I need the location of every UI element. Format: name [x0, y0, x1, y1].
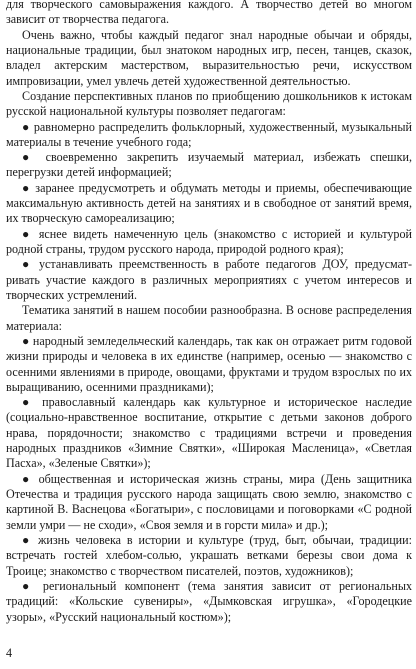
bullet-item-8: ● общественная и историческая жизнь страны, мира (День защитника Отечества и традиция русского народа защищать свою землю, знакомство с картиной В. Васнецова «Богатыри», с пословицами и поговорками «С родной земли умри — не сходи», «Своя земля и в горсти мила» и др.);	[6, 471, 412, 532]
bullet-item-2: ● своевременно закрепить изучаемый материал, избежать спешки, перегрузки детей информацией;	[6, 150, 412, 180]
paragraph-4: Тематика занятий в нашем пособии разнообразна. В основе распределения материала:	[6, 303, 412, 333]
bullet-item-6: ● народный земледельческий календарь, так как он отражает ритм годовой жизни природы и человека в их единстве (например, осенью — знакомство с осенними явлениями в природе, овощами, фруктами и трудом взрослых по их выращиванию, осенними праздниками);	[6, 333, 412, 394]
paragraph-1: для творческого самовыражения каждого. А творчество детей во многом зависит от творчества педагога.	[6, 0, 412, 27]
page-number: 4	[6, 646, 13, 660]
bullet-item-1: ● равномерно распределить фольклорный, художественный, музыкальный материалы в течение учебного года;	[6, 119, 412, 149]
paragraph-3: Создание перспективных планов по приобщению дошкольников к истокам русской национальной культуры позволяет педагогам:	[6, 88, 412, 119]
bullet-item-3: ● заранее предусмотреть и обдумать методы и приемы, обеспечивающие максимальную активность детей на занятиях и в свободное от занятий время, их творческую самореализацию;	[6, 180, 412, 226]
bullet-item-5: ● устанавливать преемственность в работе педагогов ДОУ, предусматривать участие каждого в различных мероприятиях с учетом интересов и творческих устремлений.	[6, 257, 412, 302]
bullet-item-9: ● жизнь человека в истории и культуре (труд, быт, обычаи, традиции: встречать гостей хлебом-солью, украшать ветками березы свои дома к Троице; знакомство с творчеством писателей, поэтов, художников);	[6, 532, 412, 578]
bullet-item-7: ● православный календарь как культурное и историческое наследие (социально-нравственное воспитание, открытие с детьми законов доброго нрава, порядочности; знакомство с традициями встречи и проведения народных праздников «Зимние Святки», «Широкая Масленица», «Светлая Пасха», «Зеленые Святки»);	[6, 395, 412, 471]
bullet-item-10: ● региональный компонент (тема занятия зависит от региональных традиций: «Кольские сувениры», «Дымковская игрушка», «Городецкие узоры», «Русский национальный костюм»);	[6, 578, 412, 624]
bullet-item-4: ● яснее видеть намеченную цель (знакомство с историей и культурой родной страны, трудом русского народа, природой родного края);	[6, 226, 412, 256]
page-body	[6, 0, 412, 625]
paragraph-2: Очень важно, чтобы каждый педагог знал народные обычаи и обряды, национальные традиции, был знатоком народных игр, песен, танцев, сказок, владел актерским мастерством, выразительностью речи, искусством импровизации, умел увлечь детей художественной деятельностью.	[6, 27, 412, 88]
